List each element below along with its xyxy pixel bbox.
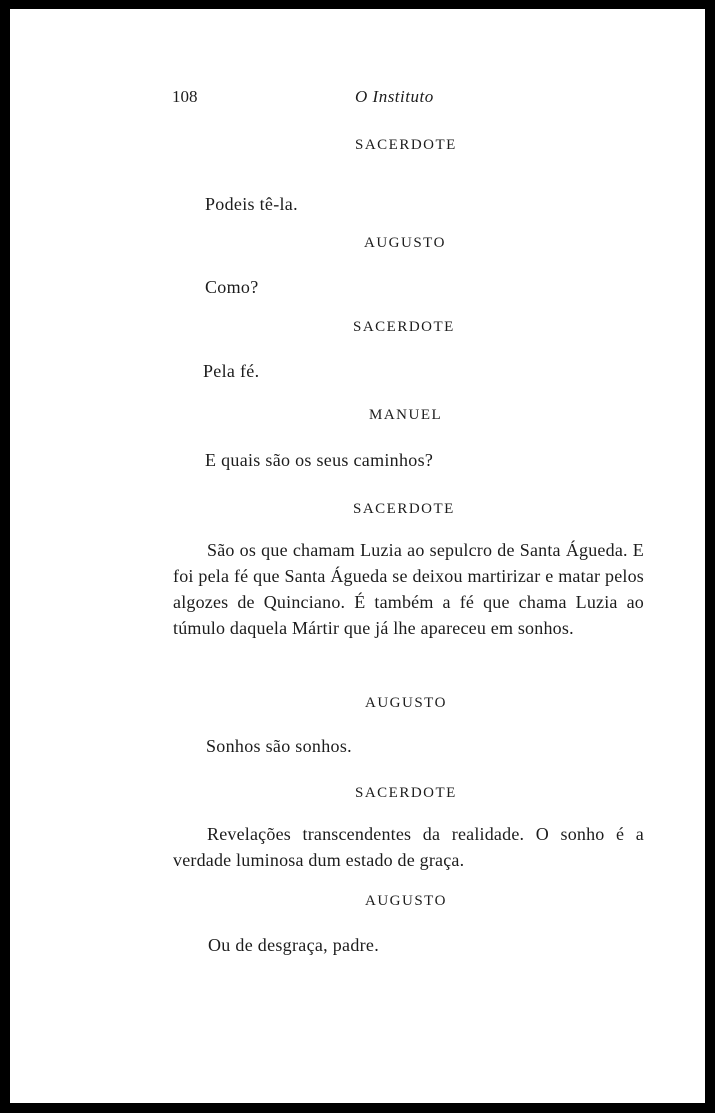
speaker-name: AUGUSTO: [365, 893, 447, 909]
dialogue-paragraph: [173, 821, 644, 873]
dialogue-line: Sonhos são sonhos.: [206, 736, 352, 756]
page-header: [10, 87, 705, 111]
dialogue-paragraph-text: São os que chamam Luzia ao sepulcro de Santa Águeda. E foi pela fé que Santa Águeda se deixou martirizar e matar pelos algozes de Quinciano. É também a fé que chama Luzia ao túmulo daquela Mártir que já lhe apareceu em sonhos.: [173, 540, 644, 638]
speaker-name: SACERDOTE: [355, 137, 457, 153]
dialogue-line: Como?: [205, 277, 259, 297]
speaker-name: SACERDOTE: [353, 501, 455, 517]
speaker-name: SACERDOTE: [355, 785, 457, 801]
book-page: [10, 9, 705, 1103]
dialogue-line: Pela fé.: [203, 361, 260, 381]
speaker-name: SACERDOTE: [353, 319, 455, 335]
dialogue-paragraph: [173, 537, 644, 641]
dialogue-line: Ou de desgraça, padre.: [208, 935, 380, 955]
speaker-name: AUGUSTO: [364, 235, 446, 251]
speaker-name: AUGUSTO: [365, 695, 447, 711]
speaker-name: MANUEL: [369, 407, 443, 423]
running-title: O Instituto: [355, 87, 434, 106]
dialogue-paragraph-text: Revelações transcendentes da realidade. O sonho é a verdade luminosa dum estado de graça.: [173, 824, 644, 870]
dialogue-line: Podeis tê-la.: [205, 194, 298, 214]
page-number: 108: [172, 87, 198, 106]
dialogue-line: E quais são os seus caminhos?: [205, 450, 434, 470]
